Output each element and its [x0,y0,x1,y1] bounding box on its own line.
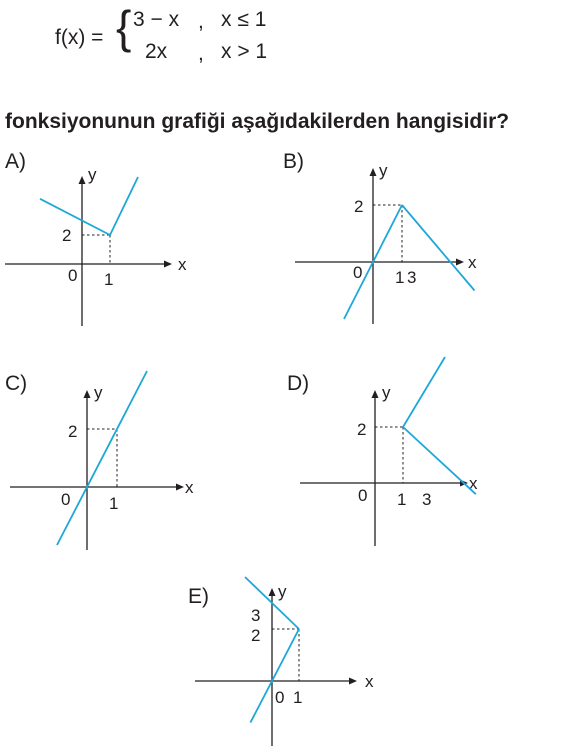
case2-comma: , [198,42,204,65]
x-axis-label: x [468,253,477,272]
case2-expression: 2x [145,40,168,63]
origin-label: 0 [61,490,71,509]
x-tick-label: 3 [407,268,417,287]
option-e-label[interactable]: E) [188,585,209,608]
question-text: fonksiyonunun grafiği aşağıdakilerden hangisidir? [5,110,510,133]
y-tick-label: 2 [357,420,367,439]
y-tick-label: 3 [251,606,261,625]
y-axis-arrow-icon [372,390,379,398]
graph-line-segment-2 [403,357,445,427]
y-axis-label: y [88,165,97,184]
y-tick-label: 2 [62,226,72,245]
graph-b [290,160,490,330]
x-tick-label: 1 [104,270,114,289]
y-axis-label: y [94,383,103,402]
x-tick-label: 3 [422,490,432,509]
function-name: f(x) = [55,26,104,49]
graph-c [5,382,205,552]
x-tick-label: 1 [397,490,407,509]
x-tick-label: 1 [395,268,405,287]
origin-label: 0 [275,688,285,707]
y-axis-arrow-icon [269,588,276,596]
graph-a [0,160,200,330]
x-tick-label: 1 [293,688,303,707]
graph-line-segment-1 [403,427,476,494]
option-d-label[interactable]: D) [287,372,310,395]
option-a-label[interactable]: A) [5,150,26,173]
x-axis-label: x [178,255,187,274]
graph-line-segment-1 [40,199,110,235]
graph-line-segment-2 [110,177,138,235]
y-axis-arrow-icon [79,176,86,184]
x-axis-arrow-icon [176,484,184,491]
option-c-label[interactable]: C) [5,372,28,395]
case2-condition: x > 1 [221,40,268,63]
y-tick-label: 2 [251,626,261,645]
x-tick-label: 1 [109,494,119,513]
x-axis-arrow-icon [456,259,464,266]
x-axis-label: x [365,672,374,691]
origin-label: 0 [358,486,368,505]
y-tick-label: 2 [68,422,78,441]
case1-comma: , [198,10,204,33]
y-axis-arrow-icon [84,390,91,398]
x-axis-label: x [185,478,194,497]
case1-condition: x ≤ 1 [221,8,267,31]
y-axis-label: y [379,161,388,180]
brace-symbol: { [116,1,132,53]
graph-d [295,382,495,552]
origin-label: 0 [68,266,78,285]
graph-e [190,580,390,750]
x-axis-label: x [469,474,478,493]
y-tick-label: 2 [354,197,364,216]
origin-label: 0 [353,263,363,282]
option-b-label[interactable]: B) [283,150,304,173]
y-axis-label: y [278,582,287,601]
case1-expression: 3 − x [133,8,180,31]
x-axis-arrow-icon [164,261,172,268]
y-axis-arrow-icon [370,168,377,176]
x-axis-arrow-icon [349,678,357,685]
y-axis-label: y [382,383,391,402]
